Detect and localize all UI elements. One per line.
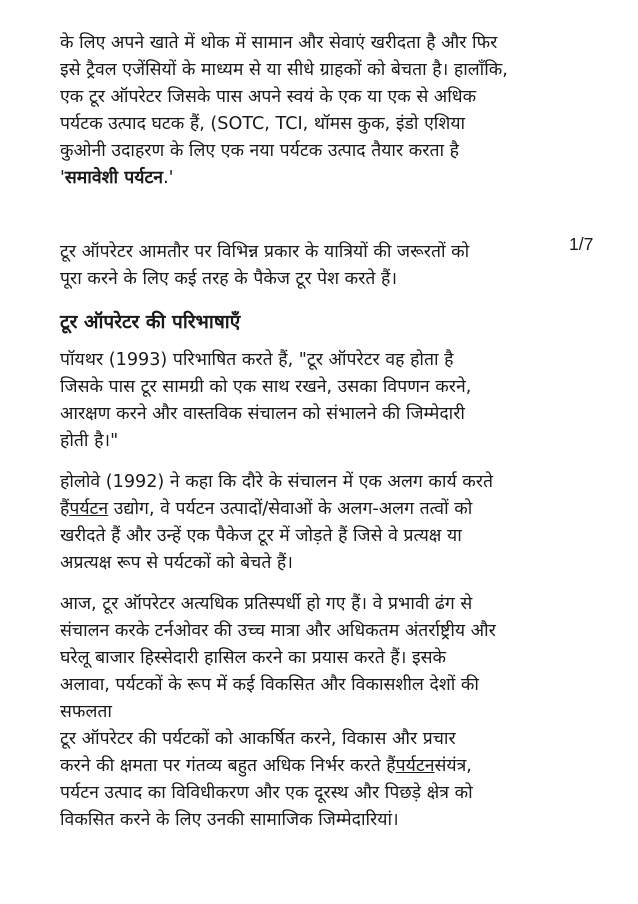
text-line: सफलता xyxy=(60,702,112,722)
bold-term-inclusive-tourism: समावेशी पर्यटन xyxy=(64,168,164,188)
paragraph-today xyxy=(60,591,590,834)
document-body xyxy=(60,30,590,834)
tourism-link[interactable]: पर्यटन xyxy=(395,756,435,776)
text-fragment: उद्योग, वे पर्यटन उत्पादों/सेवाओं के अलग-अलग तत्वों को xyxy=(108,499,473,519)
text-line: आरक्षण करने और वास्तविक संचालन को संभालने की जिम्मेदारी xyxy=(60,404,465,424)
text-line: खरीदते हैं और उन्हें एक पैकेज टूर में जोड़ते हैं जिसे वे प्रत्यक्ष या xyxy=(60,526,462,546)
spacer xyxy=(60,577,590,591)
text-fragment: करने की क्षमता पर गंतव्य बहुत अधिक निर्भर करते हैं xyxy=(60,756,396,776)
paragraph-intro xyxy=(60,30,590,192)
text-line: होलोवे (1992) ने कहा कि दौरे के संचालन में एक अलग कार्य करते xyxy=(60,472,493,492)
text-line: पूरा करने के लिए कई तरह के पैकेज टूर पेश करते हैं। xyxy=(60,269,398,289)
text-line xyxy=(60,753,590,780)
text-line: संचालन करके टर्नओवर की उच्च मात्रा और अधिकतम अंतर्राष्ट्रीय और xyxy=(60,621,496,641)
text-line: अलावा, पर्यटकों के रूप में कई विकसित और विकासशील देशों की xyxy=(60,675,479,695)
text-line: कुओनी उदाहरण के लिए एक नया पर्यटक उत्पाद तैयार करता है xyxy=(60,141,460,161)
text-fragment: हैं xyxy=(60,499,70,519)
text-line: घरेलू बाजार हिस्सेदारी हासिल करने का प्रयास करते हैं। इसके xyxy=(60,648,447,668)
spacer xyxy=(60,192,590,239)
text-line xyxy=(60,496,590,523)
section-heading: टूर ऑपरेटर की परिभाषाएँ xyxy=(60,311,241,333)
text-line: पर्यटन उत्पाद का विविधीकरण और एक दूरस्थ और पिछड़े क्षेत्र को xyxy=(60,783,473,803)
quote-close: .' xyxy=(163,168,174,188)
tourism-link[interactable]: पर्यटन xyxy=(69,499,109,519)
text-fragment: संयंत्र, xyxy=(434,756,472,776)
text-line: आज, टूर ऑपरेटर अत्यधिक प्रतिस्पर्धी हो गए हैं। वे प्रभावी ढंग से xyxy=(60,594,473,614)
text-line: इसे ट्रैवल एजेंसियों के माध्यम से या सीधे ग्राहकों को बेचता है। हालाँकि, xyxy=(60,60,508,80)
spacer xyxy=(60,293,590,307)
text-line: होती है।" xyxy=(60,431,119,451)
text-line: पर्यटक उत्पाद घटक हैं, (SOTC, TCI, थॉमस कुक, इंडो एशिया xyxy=(60,114,466,134)
text-line: पॉयथर (1993) परिभाषित करते हैं, "टूर ऑपरेटर वह होता है xyxy=(60,350,454,370)
text-line: अप्रत्यक्ष रूप से पर्यटकों को बेचते हैं। xyxy=(60,553,293,573)
text-line: जिसके पास टूर सामग्री को एक साथ रखने, उसका विपणन करने, xyxy=(60,377,472,397)
text-line: के लिए अपने खाते में थोक में सामान और सेवाएं खरीदता है और फिर xyxy=(60,33,498,53)
quote-open: ' xyxy=(60,168,65,188)
text-line: टूर ऑपरेटर की पर्यटकों को आकर्षित करने, विकास और प्रचार xyxy=(60,729,456,749)
paragraph-holloway xyxy=(60,469,590,577)
text-line xyxy=(60,165,590,192)
paragraph-packages xyxy=(60,239,590,293)
text-line: टूर ऑपरेटर आमतौर पर विभिन्न प्रकार के यात्रियों की जरूरतों को xyxy=(60,242,470,262)
spacer xyxy=(60,455,590,469)
text-line: विकसित करने के लिए उनकी सामाजिक जिम्मेदारियां। xyxy=(60,810,399,830)
text-line: एक टूर ऑपरेटर जिसके पास अपने स्वयं के एक या एक से अधिक xyxy=(60,87,477,107)
page-number: 1/7 xyxy=(569,234,594,254)
paragraph-poyther xyxy=(60,347,590,455)
